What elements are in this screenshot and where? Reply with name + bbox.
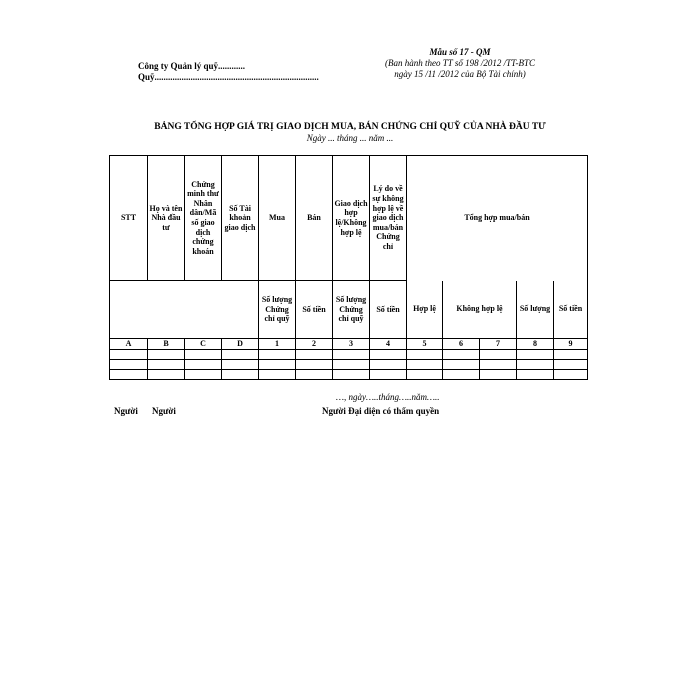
table-cell — [296, 349, 333, 359]
table-cell — [185, 349, 222, 359]
table-cell — [333, 359, 370, 369]
column-label: 9 — [554, 339, 588, 350]
column-label: 7 — [480, 339, 517, 350]
table-cell — [110, 349, 148, 359]
subheader-blank — [110, 281, 259, 339]
table-cell — [370, 349, 407, 359]
table-cell — [517, 369, 554, 379]
header-buy: Mua — [259, 156, 296, 281]
table-cell — [554, 359, 588, 369]
subheader-sell-qty: Số lượng Chứng chỉ quỹ — [333, 281, 370, 339]
header-reason: Lý do về sự không hợp lệ về giao dịch mua/bán Chứng chỉ — [370, 156, 407, 281]
table-cell — [554, 349, 588, 359]
table-cell — [259, 369, 296, 379]
table-cell — [370, 369, 407, 379]
table-cell — [407, 359, 443, 369]
issued-date: ngày 15 /11 /2012 của Bộ Tài chính) — [394, 69, 526, 79]
column-label: B — [148, 339, 185, 350]
signer-3: Người Đại diện có thẩm quyền — [322, 406, 440, 416]
table-cell — [517, 349, 554, 359]
subheader-buy-qty: Số lượng Chứng chỉ quỹ — [259, 281, 296, 339]
subheader-amount: Số tiền — [554, 281, 588, 339]
table-cell — [110, 359, 148, 369]
table-cell — [222, 349, 259, 359]
table-cell — [185, 369, 222, 379]
table-cell — [259, 359, 296, 369]
column-label: 8 — [517, 339, 554, 350]
table-cell — [148, 359, 185, 369]
table-cell — [480, 369, 517, 379]
table-cell — [148, 349, 185, 359]
header-sell: Bán — [296, 156, 333, 281]
subheader-valid: Hợp lệ — [407, 281, 443, 339]
signer-1: Người — [114, 406, 138, 416]
fund-line: Quỹ......................................................................... — [138, 72, 319, 82]
header-name: Họ và tên Nhà đầu tư — [148, 156, 185, 281]
header-summary: Tổng hợp mua/bán — [407, 156, 588, 281]
form-number: Mẫu số 17 - QM — [429, 47, 491, 57]
column-label: C — [185, 339, 222, 350]
table-cell — [222, 369, 259, 379]
subheader-sell-amount: Số tiền — [370, 281, 407, 339]
table-cell — [110, 369, 148, 379]
table-row — [110, 369, 588, 379]
table-cell — [480, 359, 517, 369]
table-cell — [554, 369, 588, 379]
subheader-invalid: Không hợp lệ — [443, 281, 517, 339]
column-label: D — [222, 339, 259, 350]
table-cell — [333, 349, 370, 359]
issued-by: (Ban hành theo TT số 198 /2012 /TT-BTC — [385, 58, 535, 68]
page-subtitle: Ngày ... tháng ... năm ... — [306, 133, 394, 143]
header-valid: Giao dịch hợp lệ/Không hợp lệ — [333, 156, 370, 281]
table-cell — [296, 369, 333, 379]
table-row — [110, 349, 588, 359]
header-stt: STT — [110, 156, 148, 281]
page-title: BẢNG TỔNG HỢP GIÁ TRỊ GIAO DỊCH MUA, BÁN CHỨNG CHỈ QUỸ CỦA NHÀ ĐẦU TƯ — [154, 122, 546, 132]
table-cell — [443, 369, 480, 379]
table-cell — [222, 359, 259, 369]
table-cell — [407, 349, 443, 359]
subheader-qty: Số lượng — [517, 281, 554, 339]
header-account: Số Tài khoản giao dịch — [222, 156, 259, 281]
table-cell — [517, 359, 554, 369]
table-cell — [443, 349, 480, 359]
column-label: 6 — [443, 339, 480, 350]
table-cell — [443, 359, 480, 369]
table-cell — [259, 349, 296, 359]
date-line: …, ngày…..tháng…..năm….. — [336, 392, 440, 402]
column-label: 2 — [296, 339, 333, 350]
header-id-doc: Chứng minh thư Nhân dân/Mã số giao dịch chứng khoán — [185, 156, 222, 281]
table-cell — [148, 369, 185, 379]
column-label: 1 — [259, 339, 296, 350]
column-label: 4 — [370, 339, 407, 350]
table-cell — [185, 359, 222, 369]
table-cell — [296, 359, 333, 369]
table-cell — [407, 369, 443, 379]
signer-2: Người — [152, 406, 176, 416]
table-cell — [480, 349, 517, 359]
column-label: 5 — [407, 339, 443, 350]
column-label-row — [110, 339, 588, 350]
table-cell — [370, 359, 407, 369]
summary-table — [109, 155, 588, 380]
header-right — [370, 47, 550, 80]
table-cell — [333, 369, 370, 379]
subheader-buy-amount: Số tiền — [296, 281, 333, 339]
table-row — [110, 359, 588, 369]
column-label: A — [110, 339, 148, 350]
company-line: Công ty Quản lý quỹ............ — [138, 61, 246, 71]
column-label: 3 — [333, 339, 370, 350]
header-left — [138, 61, 319, 83]
